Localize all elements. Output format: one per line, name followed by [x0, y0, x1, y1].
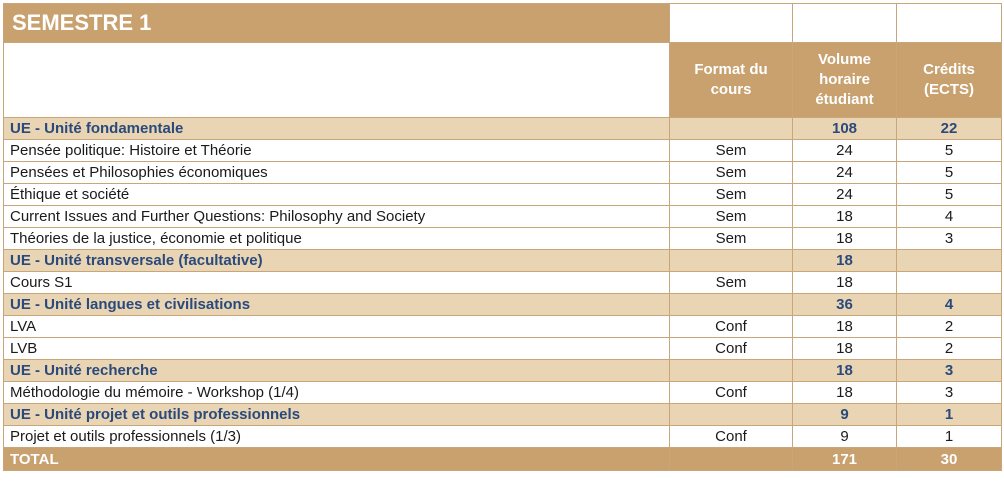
ue-credits: 1 — [897, 404, 1002, 426]
course-volume: 24 — [793, 140, 897, 162]
title-empty-cell — [670, 4, 793, 43]
ue-name: UE - Unité recherche — [4, 360, 670, 382]
course-volume: 18 — [793, 272, 897, 294]
ue-row — [4, 404, 1002, 426]
course-format: Sem — [670, 228, 793, 250]
ue-name: UE - Unité fondamentale — [4, 118, 670, 140]
course-name: Cours S1 — [4, 272, 670, 294]
course-credits: 5 — [897, 140, 1002, 162]
ue-volume: 9 — [793, 404, 897, 426]
course-name: Projet et outils professionnels (1/3) — [4, 426, 670, 448]
course-name: Méthodologie du mémoire - Workshop (1/4) — [4, 382, 670, 404]
course-row — [4, 338, 1002, 360]
ue-volume: 36 — [793, 294, 897, 316]
course-name: LVB — [4, 338, 670, 360]
ue-format — [670, 250, 793, 272]
course-credits: 3 — [897, 228, 1002, 250]
course-volume: 18 — [793, 338, 897, 360]
course-name: Théories de la justice, économie et politique — [4, 228, 670, 250]
course-row — [4, 162, 1002, 184]
ue-volume: 18 — [793, 250, 897, 272]
semester-title: SEMESTRE 1 — [4, 4, 670, 43]
course-name: Pensée politique: Histoire et Théorie — [4, 140, 670, 162]
course-row — [4, 228, 1002, 250]
course-volume: 18 — [793, 316, 897, 338]
header-format: Format du cours — [670, 43, 793, 118]
ue-volume: 18 — [793, 360, 897, 382]
course-credits — [897, 272, 1002, 294]
course-volume: 18 — [793, 382, 897, 404]
course-row — [4, 272, 1002, 294]
course-volume: 24 — [793, 184, 897, 206]
ue-format — [670, 294, 793, 316]
total-credits: 30 — [897, 448, 1002, 471]
ue-name: UE - Unité langues et civilisations — [4, 294, 670, 316]
ue-row — [4, 250, 1002, 272]
ue-format — [670, 118, 793, 140]
course-format: Conf — [670, 316, 793, 338]
course-name: LVA — [4, 316, 670, 338]
title-empty-cell — [897, 4, 1002, 43]
ue-credits: 22 — [897, 118, 1002, 140]
course-name: Current Issues and Further Questions: Philosophy and Society — [4, 206, 670, 228]
total-volume: 171 — [793, 448, 897, 471]
ue-credits: 4 — [897, 294, 1002, 316]
course-row — [4, 140, 1002, 162]
course-row — [4, 426, 1002, 448]
semester-table — [3, 3, 1002, 471]
header-empty-cell — [4, 43, 670, 118]
course-format: Sem — [670, 272, 793, 294]
course-credits: 3 — [897, 382, 1002, 404]
course-format: Sem — [670, 184, 793, 206]
course-credits: 5 — [897, 184, 1002, 206]
course-credits: 4 — [897, 206, 1002, 228]
course-format: Sem — [670, 206, 793, 228]
ue-row — [4, 360, 1002, 382]
course-volume: 18 — [793, 228, 897, 250]
title-row — [4, 4, 1002, 43]
course-format: Sem — [670, 162, 793, 184]
total-format — [670, 448, 793, 471]
course-format: Conf — [670, 338, 793, 360]
ue-format — [670, 360, 793, 382]
ue-volume: 108 — [793, 118, 897, 140]
ue-row — [4, 118, 1002, 140]
course-volume: 18 — [793, 206, 897, 228]
course-format: Conf — [670, 382, 793, 404]
course-credits: 2 — [897, 338, 1002, 360]
course-credits: 2 — [897, 316, 1002, 338]
header-volume: Volume horaire étudiant — [793, 43, 897, 118]
total-label: TOTAL — [4, 448, 670, 471]
course-row — [4, 316, 1002, 338]
course-row — [4, 382, 1002, 404]
course-row — [4, 206, 1002, 228]
ue-credits: 3 — [897, 360, 1002, 382]
course-credits: 5 — [897, 162, 1002, 184]
ue-name: UE - Unité projet et outils professionnels — [4, 404, 670, 426]
course-credits: 1 — [897, 426, 1002, 448]
course-volume: 24 — [793, 162, 897, 184]
total-row — [4, 448, 1002, 471]
course-format: Conf — [670, 426, 793, 448]
ue-credits — [897, 250, 1002, 272]
header-row — [4, 43, 1002, 118]
course-name: Pensées et Philosophies économiques — [4, 162, 670, 184]
ue-name: UE - Unité transversale (facultative) — [4, 250, 670, 272]
course-format: Sem — [670, 140, 793, 162]
title-empty-cell — [793, 4, 897, 43]
ue-format — [670, 404, 793, 426]
course-volume: 9 — [793, 426, 897, 448]
course-row — [4, 184, 1002, 206]
course-name: Éthique et société — [4, 184, 670, 206]
ue-row — [4, 294, 1002, 316]
header-credits: Crédits (ECTS) — [897, 43, 1002, 118]
